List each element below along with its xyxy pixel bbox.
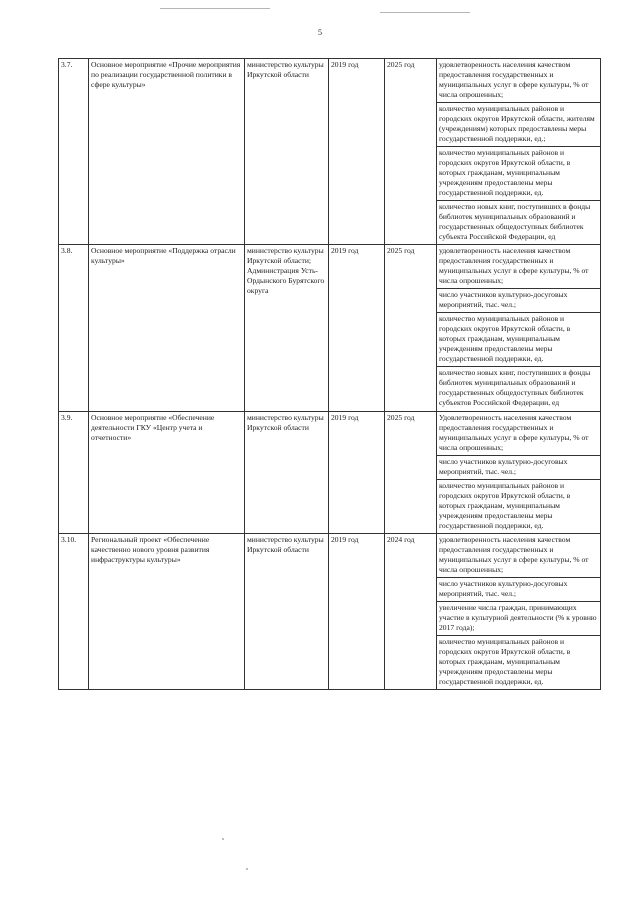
row-number-cell: 3.9.: [59, 411, 89, 533]
scan-artifact-dot: [222, 838, 224, 840]
indicator-item: число участников культурно-досуговых мероприятий, тыс. чел.;: [437, 289, 600, 313]
measure-name-cell: Региональный проект «Обеспечение качественно нового уровня развития инфраструктуры культуры»: [89, 533, 245, 689]
indicator-item: количество новых книг, поступивших в фонды библиотек муниципальных образований и государственных общедоступных библиотек субъектов Российской Федерации, ед: [439, 368, 591, 408]
indicator-item: количество новых книг, поступивших в фонды библиотек муниципальных образований и государственных общедоступных библиотек субъекта Российской Федерации, ед: [439, 202, 591, 242]
scan-artifact-line: [160, 8, 270, 9]
measure-name-cell: Основное мероприятие «Прочие мероприятия по реализации государственной политики в сфере культуры»: [89, 59, 245, 245]
executor-cell: министерство культуры Иркутской области: [245, 411, 329, 533]
measures-table: [58, 58, 601, 690]
indicator-item: количество муниципальных районов и городских округов Иркутской области, в которых гражданам, муниципальным учреждениям предоставлены меры государственной поддержки, ед.: [439, 480, 571, 530]
indicator-item: количество муниципальных районов и городских округов Иркутской области, жителям (учреждениям) которых предоставлены меры государственной поддержки, ед.;: [437, 103, 600, 147]
table-row: [59, 533, 601, 689]
indicator-item: Удовлетворенность населения качеством предоставления государственных и муниципальных услуг в сфере культуры, % от числа опрошенных;: [437, 412, 600, 456]
row-number-cell: 3.10.: [59, 533, 89, 689]
indicator-item: число участников культурно-досуговых мероприятий, тыс. чел.;: [437, 456, 600, 480]
end-year-cell: 2025 год: [385, 245, 437, 411]
executor-cell: министерство культуры Иркутской области; Администрация Усть-Ордынского Бурятского округа: [245, 245, 329, 411]
indicator-item: число участников культурно-досуговых мероприятий, тыс. чел.;: [437, 578, 600, 602]
indicator-item: увеличение числа граждан, принимающих участие в культурной деятельности (% к уровню 2017 года);: [437, 602, 600, 636]
indicators-cell: [437, 59, 601, 245]
executor-cell: министерство культуры Иркутской области: [245, 533, 329, 689]
indicator-item: количество муниципальных районов и городских округов Иркутской области, в которых гражданам, муниципальным учреждениям предоставлены меры государственной поддержки, ед.: [437, 313, 600, 367]
indicators-cell: [437, 245, 601, 411]
row-number-cell: 3.7.: [59, 59, 89, 245]
measure-name-cell: Основное мероприятие «Поддержка отрасли культуры»: [89, 245, 245, 411]
end-year-cell: 2025 год: [385, 411, 437, 533]
row-number-cell: 3.8.: [59, 245, 89, 411]
indicators-cell: [437, 533, 601, 689]
indicator-item: удовлетворенность населения качеством предоставления государственных и муниципальных услуг в сфере культуры, % от числа опрошенных;: [437, 59, 600, 103]
measures-table-body: [59, 59, 601, 690]
indicator-item: удовлетворенность населения качеством предоставления государственных и муниципальных услуг в сфере культуры, % от числа опрошенных;: [437, 534, 600, 578]
indicators-cell: [437, 411, 601, 533]
indicator-item: количество муниципальных районов и городских округов Иркутской области, в которых гражданам, муниципальным учреждениям предоставлены меры государственной поддержки, ед.: [437, 147, 600, 201]
table-row: [59, 59, 601, 245]
scan-artifact-dot: [246, 868, 248, 870]
indicator-item: удовлетворенность населения качеством предоставления государственных и муниципальных услуг в сфере культуры, % от числа опрошенных;: [437, 245, 600, 289]
end-year-cell: 2024 год: [385, 533, 437, 689]
page-number: 5: [318, 28, 322, 37]
scan-artifact-line: [380, 12, 470, 13]
table-row: [59, 245, 601, 411]
start-year-cell: 2019 год: [329, 59, 385, 245]
start-year-cell: 2019 год: [329, 245, 385, 411]
executor-cell: министерство культуры Иркутской области: [245, 59, 329, 245]
indicator-item: количество муниципальных районов и городских округов Иркутской области, в которых гражданам, муниципальным учреждениям предоставлены меры государственной поддержки, ед.: [439, 636, 571, 686]
start-year-cell: 2019 год: [329, 411, 385, 533]
end-year-cell: 2025 год: [385, 59, 437, 245]
start-year-cell: 2019 год: [329, 533, 385, 689]
table-row: [59, 411, 601, 533]
measure-name-cell: Основное мероприятие «Обеспечение деятельности ГКУ «Центр учета и отчетности»: [89, 411, 245, 533]
